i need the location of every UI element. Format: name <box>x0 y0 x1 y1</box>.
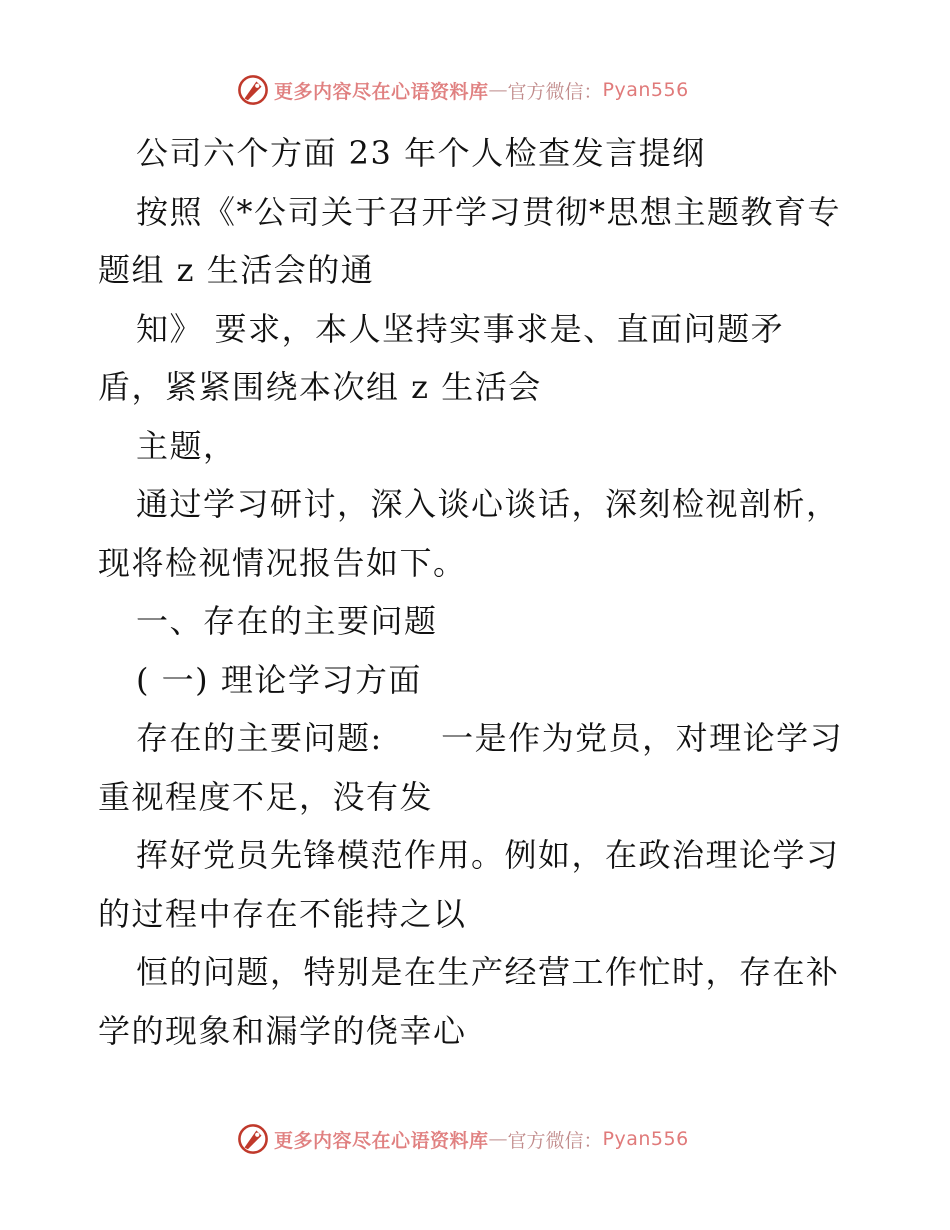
paragraph-line: 通过学习研讨，深入谈心谈话，深刻检视剖析， <box>136 485 840 523</box>
banner-wechat-id: Pyan556 <box>602 1128 689 1150</box>
banner-wechat-label: 官方微信： <box>507 1129 603 1152</box>
paragraph-line: 重视程度不足，没有发 <box>98 777 434 816</box>
paragraph-line: 盾，紧紧围绕本次组 z 生活会 <box>98 368 542 406</box>
section-heading: 一、存在的主要问题 <box>136 602 438 640</box>
paragraph-line: 挥好党员先锋模范作用。例如，在政治理论学习 <box>136 836 840 874</box>
footer-banner <box>236 1121 689 1157</box>
paragraph-line: 现将检视情况报告如下。 <box>98 543 467 582</box>
paragraph-line: 的过程中存在不能持之以 <box>98 894 467 933</box>
banner-main-text: 更多内容尽在心语资料库 <box>274 1129 489 1152</box>
banner-wechat-id: Pyan556 <box>602 79 689 101</box>
banner-wechat-label: 官方微信： <box>507 80 603 103</box>
header-banner <box>236 72 689 108</box>
paragraph-line: 学的现象和漏学的侥幸心 <box>98 1011 467 1050</box>
pen-nib-logo-icon <box>236 73 270 107</box>
paragraph-line: 按照《*公司关于召开学习贯彻*思想主题教育专 <box>136 192 842 231</box>
paragraph-line: 恒的问题，特别是在生产经营工作忙时，存在补 <box>136 953 840 991</box>
paragraph-line: 题组 z 生活会的通 <box>98 251 375 289</box>
paragraph-line: 主题， <box>136 426 237 465</box>
paragraph-line: 知》 要求，本人坚持实事求是、直面问题矛 <box>136 309 785 348</box>
pen-nib-logo-icon <box>236 1122 270 1156</box>
document-title: 公司六个方面 23 年个人检查发言提纲 <box>136 134 706 172</box>
banner-main-text: 更多内容尽在心语资料库 <box>274 80 489 103</box>
paragraph-line: 存在的主要问题: 一是作为党员，对理论学习 <box>136 719 844 757</box>
banner-separator: — <box>488 1128 508 1150</box>
document-body <box>98 124 868 1060</box>
banner-separator: — <box>488 79 508 101</box>
subsection-heading: ( 一) 理论学习方面 <box>136 660 422 699</box>
